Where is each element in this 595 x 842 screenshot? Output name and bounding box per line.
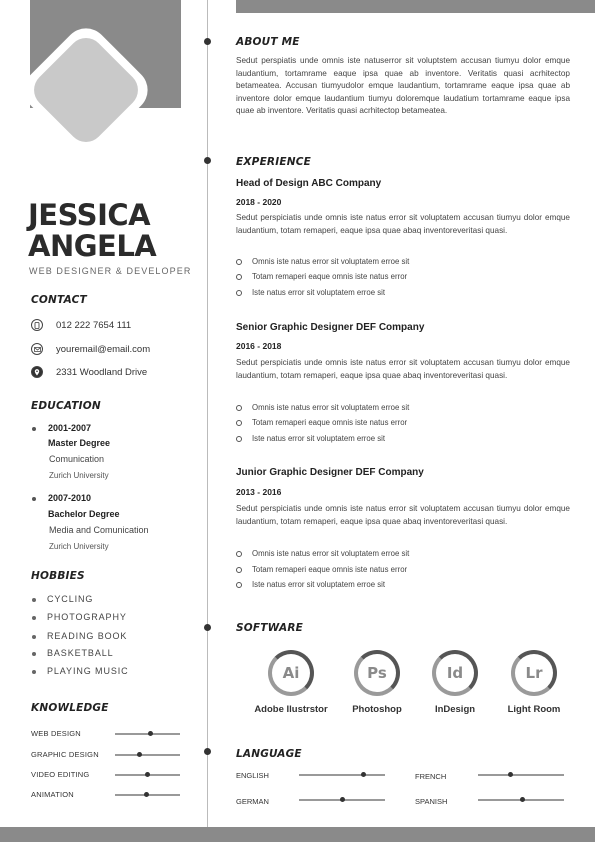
software-abbr: Ps (367, 664, 387, 682)
hobby-item: BASKETBALL (47, 648, 114, 658)
education-degree: Master Degree (48, 438, 111, 448)
software-abbr: Id (446, 664, 464, 682)
skill-label: ANIMATION (31, 790, 74, 799)
job-bullet: Iste natus error sit voluptatem erroe sit (252, 288, 386, 297)
phone-icon (31, 319, 43, 331)
footer-band (0, 827, 595, 842)
job-description: Sedut perspiciatis unde omnis iste natus error sit voluptatem accusan tiumyu dolor emque laudantium, totam remaperi, eaque ipsa quae abaq inventoreveritasi quasi. (236, 504, 570, 526)
job-bullet: Totam remaperi eaque omnis iste natus error (252, 565, 408, 574)
job-bullet-icon (236, 567, 242, 573)
education-years: 2007-2010 (48, 493, 92, 503)
skill-label: WEB DESIGN (31, 729, 81, 738)
language-bar-track (478, 774, 564, 776)
job-bullet: Iste natus error sit voluptatem erroe sit (252, 434, 386, 443)
timeline-dot (204, 624, 211, 631)
job-bullet-icon (236, 420, 242, 426)
skill-label: VIDEO EDITING (31, 770, 90, 779)
skill-bar-knob (148, 731, 153, 736)
experience-heading: EXPERIENCE (236, 156, 311, 168)
lightroom-icon (511, 650, 557, 696)
skill-bar-track (115, 754, 180, 756)
education-school: Zurich University (49, 471, 109, 480)
job-dates: 2016 - 2018 (236, 341, 282, 351)
photoshop-icon (354, 650, 400, 696)
hobby-bullet (32, 652, 36, 656)
language-label: SPANISH (415, 797, 448, 806)
job-bullet: Totam remaperi eaque omnis iste natus error (252, 272, 408, 281)
job-description: Sedut perspiciatis unde omnis iste natus error sit voluptatem accusan tiumyu dolor emque laudantium, totam remaperi, eaque ipsa quae abaq inventoreveritasi quasi. (236, 358, 570, 380)
skill-label: GRAPHIC DESIGN (31, 750, 99, 759)
about-text: Sedut perspiatis unde omnis iste natuserror sit voluptstem accusan tiumyu dolor emque laudantium, tortamrame eaque ipsa quae ab inventore. Veritatis quasi acrhitectop betameatea. Accusan tiumyudolor emque laudantium, tortamrame eaque ipsa quae ab inventore dolor emque laudantium tiumyu doloremque laudatium tortamrame eaque ipsa quae ab inventore. Veritatis quasi acrhitectop betameatea. (236, 56, 570, 115)
contact-phone (31, 318, 131, 332)
timeline-dot (204, 157, 211, 164)
contact-heading: CONTACT (31, 294, 87, 306)
job-title: Senior Graphic Designer DEF Company (236, 322, 425, 333)
job-bullet: Totam remaperi eaque omnis iste natus error (252, 418, 408, 427)
education-bullet (32, 497, 36, 501)
language-bar-knob (361, 772, 366, 777)
hobby-item: READING BOOK (47, 631, 128, 641)
education-field: Media and Comunication (49, 525, 149, 535)
job-bullet-icon (236, 551, 242, 557)
job-bullet-icon (236, 290, 242, 296)
phone-text: 012 222 7654 111 (56, 319, 132, 331)
skill-bar-knob (144, 792, 149, 797)
job-bullet-icon (236, 259, 242, 265)
contact-address (31, 365, 147, 379)
language-heading: LANGUAGE (236, 748, 302, 760)
timeline-line (207, 0, 208, 827)
address-text: 2331 Woodland Drive (56, 366, 148, 378)
job-title: Head of Design ABC Company (236, 178, 382, 189)
hobby-item: PLAYING MUSIC (47, 666, 129, 676)
job-bullet-icon (236, 436, 242, 442)
education-field: Comunication (49, 454, 105, 464)
illustrator-icon (268, 650, 314, 696)
software-label: Light Room (507, 704, 561, 715)
hobby-bullet (32, 616, 36, 620)
hobby-bullet (32, 670, 36, 674)
software-label: Adobe Ilustrstor (254, 704, 328, 715)
job-bullet: Iste natus error sit voluptatem erroe sit (252, 580, 386, 589)
contact-email (31, 342, 150, 356)
envelope-icon (31, 343, 43, 355)
language-label: GERMAN (236, 797, 269, 806)
software-abbr: Ai (282, 664, 300, 682)
timeline-dot (204, 748, 211, 755)
education-school: Zurich University (49, 542, 109, 551)
job-bullet: Omnis iste natus error sit voluptatem erroe sit (252, 403, 410, 412)
hobby-bullet (32, 635, 36, 639)
software-label: InDesign (434, 704, 476, 715)
hobbies-heading: HOBBIES (31, 570, 85, 582)
header-band-right (236, 0, 595, 13)
education-years: 2001-2007 (48, 423, 92, 433)
job-description: Sedut perspiciatis unde omnis iste natus error sit voluptatem accusan tiumyu dolor emque laudantium, totam remaperi, eaque ipsa quae abaq inventoreveritasi quasi. (236, 213, 570, 235)
skill-bar-knob (137, 752, 142, 757)
hobby-item: CYCLING (47, 594, 94, 604)
language-label: ENGLISH (236, 771, 269, 780)
education-heading: EDUCATION (31, 400, 101, 412)
location-pin-icon (31, 366, 43, 378)
software-label: Photoshop (352, 704, 402, 715)
hobby-item: PHOTOGRAPHY (47, 612, 127, 622)
language-bar-knob (508, 772, 513, 777)
language-bar-knob (520, 797, 525, 802)
hobby-bullet (32, 598, 36, 602)
indesign-icon (432, 650, 478, 696)
job-dates: 2018 - 2020 (236, 197, 282, 207)
job-bullet-icon (236, 274, 242, 280)
skill-bar-knob (145, 772, 150, 777)
first-name: JESSICA (28, 198, 151, 232)
language-bar-track (299, 774, 385, 776)
job-bullet-icon (236, 405, 242, 411)
language-bar-knob (340, 797, 345, 802)
knowledge-heading: KNOWLEDGE (31, 702, 109, 714)
job-bullet: Omnis iste natus error sit voluptatem erroe sit (252, 257, 410, 266)
language-label: FRENCH (415, 772, 447, 781)
software-heading: SOFTWARE (236, 622, 304, 634)
about-heading: ABOUT ME (236, 36, 300, 48)
education-bullet (32, 427, 36, 431)
education-degree: Bachelor Degree (48, 509, 120, 519)
job-bullet-icon (236, 582, 242, 588)
email-text[interactable]: youremail@email.com (56, 343, 151, 355)
last-name: ANGELA (28, 229, 157, 263)
job-bullet: Omnis iste natus error sit voluptatem erroe sit (252, 549, 410, 558)
job-role: WEB DESIGNER & DEVELOPER (29, 266, 192, 276)
job-title: Junior Graphic Designer DEF Company (236, 467, 424, 478)
job-dates: 2013 - 2016 (236, 487, 282, 497)
software-abbr: Lr (525, 664, 543, 682)
timeline-dot (204, 38, 211, 45)
